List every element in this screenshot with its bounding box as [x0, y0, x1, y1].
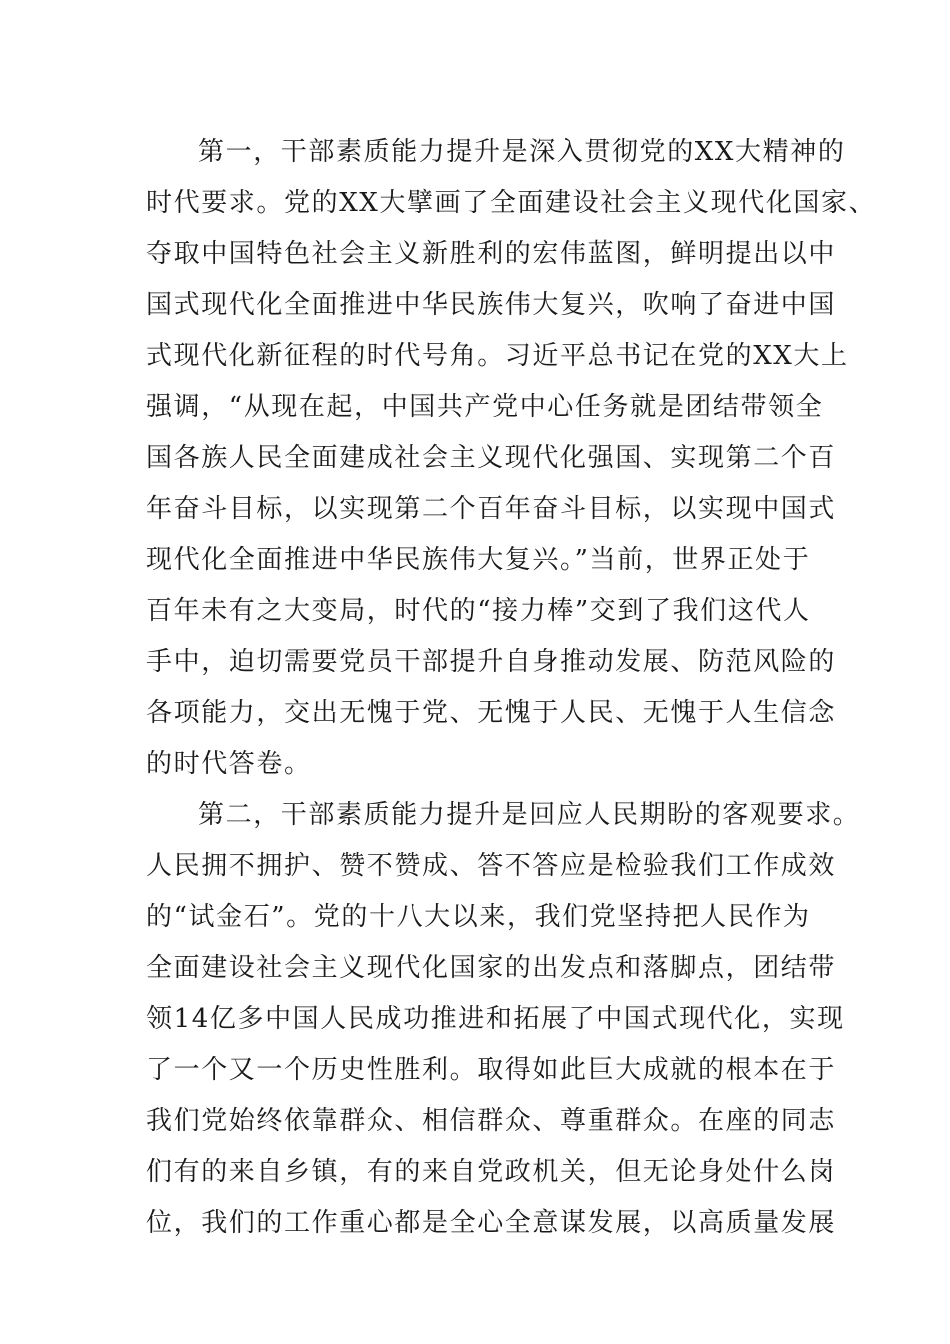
text-line: 各项能力，交出无愧于党、无愧于人民、无愧于人生信念: [146, 698, 837, 728]
text-line: 百年未有之大变局，时代的“接力棒”交到了我们这代人: [146, 596, 811, 626]
text-line: 第二，干部素质能力提升是回应人民期盼的客观要求。: [198, 800, 861, 830]
text-line: 第一，干部素质能力提升是深入贯彻党的XX大精神的: [198, 137, 846, 167]
text-line: 现代化全面推进中华民族伟大复兴。”当前，世界正处于: [146, 545, 811, 575]
text-line: 了一个又一个历史性胜利。取得如此巨大成就的根本在于: [146, 1055, 837, 1085]
text-line: 时代要求。党的XX大擘画了全面建设社会主义现代化国家、: [146, 188, 877, 218]
text-line: 年奋斗目标，以实现第二个百年奋斗目标，以实现中国式: [146, 494, 837, 524]
text-line: 全面建设社会主义现代化国家的出发点和落脚点，团结带: [146, 953, 837, 983]
text-line: 国各族人民全面建成社会主义现代化强国、实现第二个百: [146, 443, 837, 473]
document-page: [146, 127, 877, 1249]
text-line: 强调，“从现在起，中国共产党中心任务就是团结带领全: [146, 392, 824, 422]
paragraph-1: [146, 127, 877, 790]
text-line: 式现代化新征程的时代号角。习近平总书记在党的XX大上: [146, 341, 849, 371]
paragraph-2: [146, 790, 861, 1249]
text-line: 我们党始终依靠群众、相信群众、尊重群众。在座的同志: [146, 1106, 837, 1136]
text-line: 夺取中国特色社会主义新胜利的宏伟蓝图，鲜明提出以中: [146, 239, 837, 269]
text-line: 国式现代化全面推进中华民族伟大复兴，吹响了奋进中国: [146, 290, 837, 320]
text-line: 位，我们的工作重心都是全心全意谋发展，以高质量发展: [146, 1208, 837, 1238]
text-line: 人民拥不拥护、赞不赞成、答不答应是检验我们工作成效: [146, 851, 837, 881]
text-line: 们有的来自乡镇，有的来自党政机关，但无论身处什么岗: [146, 1157, 837, 1187]
text-line: 手中，迫切需要党员干部提升自身推动发展、防范风险的: [146, 647, 837, 677]
text-line: 领14亿多中国人民成功推进和拓展了中国式现代化，实现: [146, 1004, 845, 1034]
text-line: 的时代答卷。: [146, 749, 312, 779]
text-line: 的“试金石”。党的十八大以来，我们党坚持把人民作为: [146, 902, 811, 932]
